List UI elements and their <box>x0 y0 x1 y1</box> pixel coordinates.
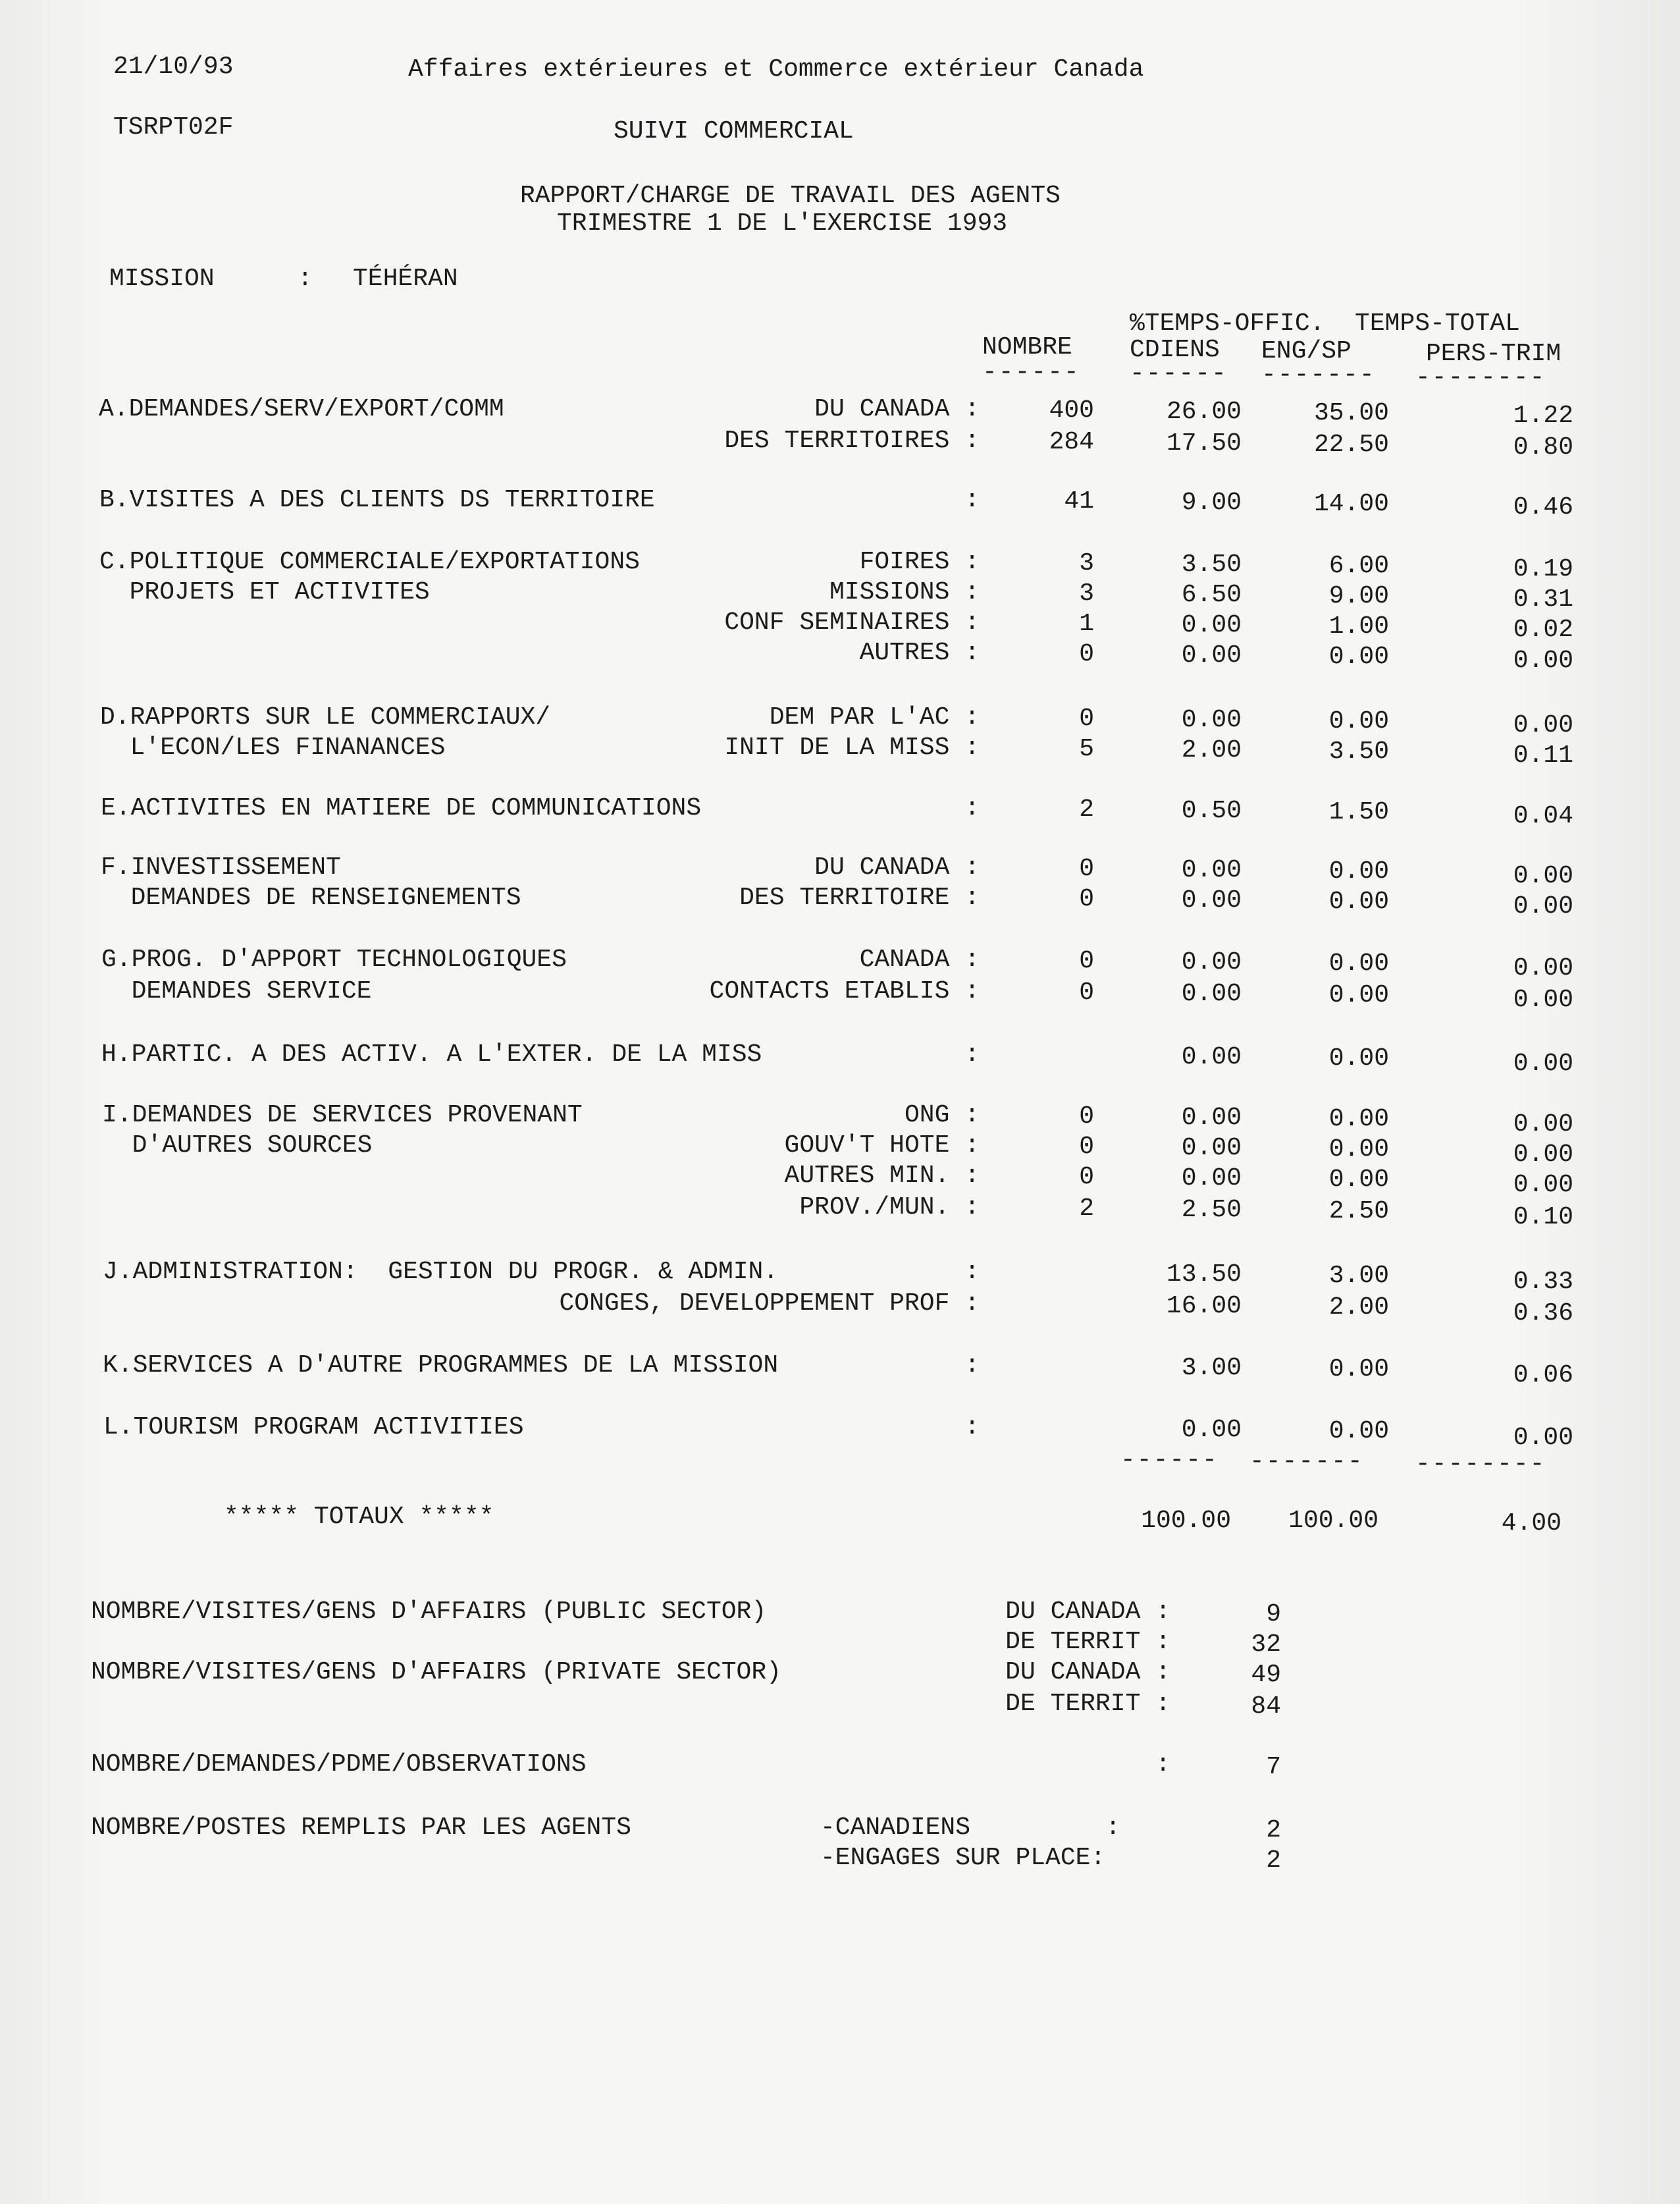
row-engsp: 0.00 <box>1328 981 1389 1009</box>
row-engsp: 14.00 <box>1313 490 1389 518</box>
summary-value: 84 <box>1251 1692 1281 1721</box>
summary-sublabel: -CANADIENS : <box>820 1814 1121 1842</box>
row-nombre: 0 <box>1079 979 1094 1007</box>
summary-value: 32 <box>1251 1630 1281 1659</box>
row-nombre: 5 <box>1079 735 1094 763</box>
row-pers-trim: 0.00 <box>1513 1171 1573 1199</box>
row-engsp: 6.00 <box>1328 552 1389 580</box>
row-cdiens: 3.50 <box>1181 551 1242 579</box>
report-date: 21/10/93 <box>113 53 234 81</box>
summary-value: 7 <box>1266 1753 1281 1781</box>
row-engsp: 0.00 <box>1328 1044 1389 1073</box>
row-pers-trim: 0.00 <box>1513 1050 1573 1078</box>
row-pers-trim: 0.36 <box>1513 1299 1573 1328</box>
row-engsp: 0.00 <box>1328 1417 1389 1445</box>
row-sublabel: INIT DE LA MISS : <box>724 734 980 762</box>
row-pers-trim: 1.22 <box>1513 402 1573 430</box>
row-sublabel: DU CANADA : <box>814 395 980 423</box>
report-subtitle: TRIMESTRE 1 DE L'EXERCISE 1993 <box>557 209 1008 238</box>
row-nombre: 1 <box>1079 610 1094 638</box>
report-code: TSRPT02F <box>113 113 234 142</box>
row-pers-trim: 0.00 <box>1513 1110 1573 1139</box>
column-rule-cdiens: ------ <box>1130 360 1228 388</box>
column-header-nombre: NOMBRE <box>982 333 1072 362</box>
row-pers-trim: 0.11 <box>1513 741 1573 770</box>
row-cdiens: 0.00 <box>1181 1416 1242 1444</box>
department-name: Affaires extérieures et Commerce extérieur Canada <box>408 55 1144 84</box>
row-nombre: 400 <box>1049 396 1094 425</box>
row-pers-trim: 0.10 <box>1513 1203 1573 1231</box>
row-nombre: 3 <box>1079 579 1094 608</box>
row-cdiens: 6.50 <box>1181 581 1242 609</box>
summary-value: 49 <box>1251 1661 1281 1689</box>
row-engsp: 0.00 <box>1328 950 1389 978</box>
row-nombre: 2 <box>1079 1195 1094 1223</box>
column-rule-engsp: ------- <box>1261 361 1376 389</box>
mission-label: MISSION <box>109 265 215 293</box>
row-engsp: 9.00 <box>1328 582 1389 610</box>
column-header-cdiens: CDIENS <box>1130 336 1220 364</box>
row-cdiens: 0.00 <box>1181 706 1242 734</box>
row-engsp: 1.50 <box>1328 798 1389 826</box>
row-cdiens: 13.50 <box>1166 1260 1242 1289</box>
row-cdiens: 2.00 <box>1181 736 1242 765</box>
row-cdiens: 16.00 <box>1166 1292 1242 1320</box>
row-cdiens: 3.00 <box>1181 1354 1242 1382</box>
summary-sublabel: DE TERRIT : <box>1005 1628 1170 1656</box>
row-pers-trim: 0.00 <box>1513 954 1573 982</box>
row-cdiens: 0.00 <box>1181 1043 1242 1071</box>
row-label: A.DEMANDES/SERV/EXPORT/COMM <box>99 395 504 423</box>
row-pers-trim: 0.00 <box>1513 647 1573 675</box>
row-sublabel: GOUV'T HOTE : <box>784 1131 980 1160</box>
row-engsp: 2.00 <box>1328 1293 1389 1322</box>
summary-sublabel: : <box>1155 1750 1170 1779</box>
row-pers-trim: 0.33 <box>1513 1268 1573 1296</box>
row-pers-trim: 0.00 <box>1513 1424 1573 1452</box>
row-sublabel: CONTACTS ETABLIS : <box>709 977 980 1006</box>
row-engsp: 2.50 <box>1328 1197 1389 1225</box>
row-nombre: 41 <box>1064 487 1094 516</box>
row-sublabel: AUTRES : <box>859 639 980 667</box>
report-title: RAPPORT/CHARGE DE TRAVAIL DES AGENTS <box>520 182 1061 210</box>
row-cdiens: 0.00 <box>1181 886 1242 915</box>
row-label: D'AUTRES SOURCES <box>102 1131 373 1160</box>
summary-value: 2 <box>1266 1846 1281 1875</box>
mission-name: TÉHÉRAN <box>353 265 458 293</box>
row-engsp: 3.50 <box>1328 738 1389 766</box>
row-sublabel: : <box>964 1351 980 1380</box>
row-label: I.DEMANDES DE SERVICES PROVENANT <box>102 1101 583 1129</box>
row-cdiens: 0.00 <box>1181 1134 1242 1162</box>
row-pers-trim: 0.00 <box>1513 1141 1573 1169</box>
row-label: PROJETS ET ACTIVITES <box>99 578 430 606</box>
row-sublabel: DEM PAR L'AC : <box>769 703 980 732</box>
row-label: H.PARTIC. A DES ACTIV. A L'EXTER. DE LA MISS <box>101 1040 762 1069</box>
row-pers-trim: 0.02 <box>1513 616 1573 644</box>
row-cdiens: 26.00 <box>1166 398 1242 426</box>
summary-sublabel: DE TERRIT : <box>1005 1690 1170 1718</box>
totals-cdiens: 100.00 <box>1141 1507 1231 1535</box>
row-cdiens: 0.00 <box>1181 948 1242 977</box>
totals-engsp: 100.00 <box>1288 1507 1378 1535</box>
row-sublabel: : <box>964 1413 980 1441</box>
row-sublabel: : <box>964 1040 980 1069</box>
row-label: DEMANDES DE RENSEIGNEMENTS <box>101 884 521 912</box>
row-label: J.ADMINISTRATION: GESTION DU PROGR. & ADMIN. <box>103 1258 779 1286</box>
row-engsp: 0.00 <box>1328 888 1389 916</box>
row-pers-trim: 0.00 <box>1513 986 1573 1014</box>
summary-sublabel: -ENGAGES SUR PLACE: <box>820 1844 1106 1872</box>
row-nombre: 0 <box>1079 947 1094 975</box>
row-cdiens: 0.00 <box>1181 980 1242 1008</box>
row-cdiens: 2.50 <box>1181 1196 1242 1224</box>
column-rule-pers-trim: -------- <box>1415 363 1546 392</box>
row-pers-trim: 0.00 <box>1513 711 1573 739</box>
row-label: L'ECON/LES FINANANCES <box>100 734 446 762</box>
row-nombre: 2 <box>1079 795 1094 824</box>
row-label: E.ACTIVITES EN MATIERE DE COMMUNICATIONS <box>101 794 702 822</box>
row-engsp: 1.00 <box>1328 612 1389 641</box>
summary-label: NOMBRE/VISITES/GENS D'AFFAIRS (PUBLIC SECTOR) <box>91 1598 767 1626</box>
row-label: K.SERVICES A D'AUTRE PROGRAMMES DE LA MISSION <box>103 1351 779 1380</box>
row-sublabel: CONGES, DEVELOPPEMENT PROF : <box>559 1289 980 1318</box>
row-pers-trim: 0.80 <box>1513 433 1573 462</box>
row-label: F.INVESTISSEMENT <box>101 853 341 882</box>
row-cdiens: 9.00 <box>1181 489 1242 517</box>
mission-separator: : <box>298 265 313 293</box>
row-label: DEMANDES SERVICE <box>101 977 372 1006</box>
row-cdiens: 17.50 <box>1166 429 1242 458</box>
row-cdiens: 0.50 <box>1181 797 1242 825</box>
row-sublabel: FOIRES : <box>859 548 980 576</box>
row-sublabel: : <box>964 794 980 822</box>
row-engsp: 0.00 <box>1328 1135 1389 1164</box>
row-engsp: 0.00 <box>1328 707 1389 736</box>
row-pers-trim: 0.06 <box>1513 1361 1573 1389</box>
column-rule-nombre: ------ <box>982 358 1080 387</box>
row-pers-trim: 0.19 <box>1513 555 1573 583</box>
row-label: G.PROG. D'APPORT TECHNOLOGIQUES <box>101 946 567 974</box>
totals-pers-trim: 4.00 <box>1501 1509 1562 1538</box>
row-nombre: 0 <box>1079 1133 1094 1161</box>
row-nombre: 0 <box>1079 640 1094 668</box>
summary-value: 9 <box>1266 1600 1281 1628</box>
row-label: B.VISITES A DES CLIENTS DS TERRITOIRE <box>99 486 655 514</box>
row-nombre: 0 <box>1079 705 1094 733</box>
row-sublabel: MISSIONS : <box>829 578 980 606</box>
row-sublabel: : <box>964 486 980 514</box>
totals-rule-cdiens: ------ <box>1120 1446 1219 1474</box>
row-nombre: 3 <box>1079 549 1094 578</box>
row-nombre: 0 <box>1079 885 1094 913</box>
row-sublabel: DES TERRITOIRES : <box>724 427 980 455</box>
row-label: L.TOURISM PROGRAM ACTIVITIES <box>103 1413 524 1441</box>
row-cdiens: 0.00 <box>1181 1104 1242 1132</box>
row-nombre: 0 <box>1079 1102 1094 1131</box>
row-sublabel: DES TERRITOIRE : <box>739 884 980 912</box>
row-engsp: 35.00 <box>1313 399 1389 427</box>
row-sublabel: CANADA : <box>859 946 980 974</box>
row-engsp: 3.00 <box>1328 1262 1389 1290</box>
row-cdiens: 0.00 <box>1181 1164 1242 1193</box>
row-cdiens: 0.00 <box>1181 611 1242 639</box>
summary-label: NOMBRE/POSTES REMPLIS PAR LES AGENTS <box>91 1814 631 1842</box>
summary-value: 2 <box>1266 1816 1281 1844</box>
row-engsp: 0.00 <box>1328 1166 1389 1194</box>
totals-label: ***** TOTAUX ***** <box>224 1503 494 1531</box>
row-cdiens: 0.00 <box>1181 641 1242 670</box>
row-pers-trim: 0.31 <box>1513 585 1573 614</box>
row-pers-trim: 0.04 <box>1513 802 1573 830</box>
row-sublabel: CONF SEMINAIRES : <box>724 608 980 637</box>
column-header-percent-time: %TEMPS-OFFIC. TEMPS-TOTAL <box>1130 309 1520 338</box>
row-pers-trim: 0.00 <box>1513 862 1573 890</box>
column-header-engsp: ENG/SP <box>1261 337 1352 365</box>
summary-label: NOMBRE/DEMANDES/PDME/OBSERVATIONS <box>91 1750 587 1779</box>
row-nombre: 0 <box>1079 855 1094 883</box>
summary-sublabel: DU CANADA : <box>1005 1598 1170 1626</box>
row-engsp: 22.50 <box>1313 431 1389 459</box>
row-engsp: 0.00 <box>1328 1355 1389 1384</box>
row-sublabel: AUTRES MIN. : <box>784 1162 980 1190</box>
summary-label: NOMBRE/VISITES/GENS D'AFFAIRS (PRIVATE SECTOR) <box>91 1658 781 1686</box>
row-nombre: 284 <box>1049 428 1094 456</box>
row-sublabel: : <box>964 1258 980 1286</box>
row-label: C.POLITIQUE COMMERCIALE/EXPORTATIONS <box>99 548 640 576</box>
summary-sublabel: DU CANADA : <box>1005 1658 1170 1686</box>
column-header-pers-trim: PERS-TRIM <box>1426 340 1562 368</box>
totals-rule-pers-trim: -------- <box>1415 1450 1546 1478</box>
row-pers-trim: 0.46 <box>1513 493 1573 522</box>
row-sublabel: DU CANADA : <box>814 853 980 882</box>
row-nombre: 0 <box>1079 1163 1094 1191</box>
totals-rule-engsp: ------- <box>1249 1447 1364 1476</box>
row-pers-trim: 0.00 <box>1513 892 1573 921</box>
row-label: D.RAPPORTS SUR LE COMMERCIAUX/ <box>100 703 551 732</box>
row-sublabel: PROV./MUN. : <box>799 1193 980 1222</box>
system-name: SUIVI COMMERCIAL <box>614 117 854 146</box>
row-engsp: 0.00 <box>1328 1105 1389 1133</box>
row-engsp: 0.00 <box>1328 643 1389 671</box>
row-engsp: 0.00 <box>1328 857 1389 886</box>
row-cdiens: 0.00 <box>1181 856 1242 884</box>
row-sublabel: ONG : <box>904 1101 980 1129</box>
